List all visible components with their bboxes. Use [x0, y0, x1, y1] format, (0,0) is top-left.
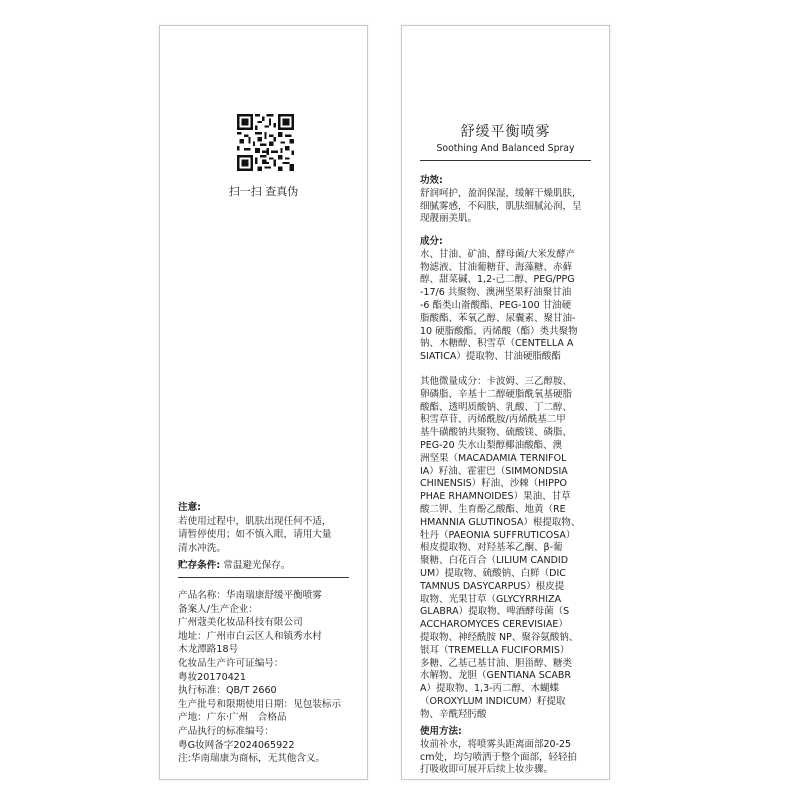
trace-line: 银耳（TREMELLA FUCIFORMIS）: [420, 644, 570, 656]
trace-line: 酸二钾、生育酚乙酸酯、地黄（RE: [420, 503, 566, 515]
trace-line: ACCHAROMYCES CEREVISIAE）: [420, 619, 568, 631]
trace-line: PHAE RHAMNOIDES）果油、甘草: [420, 491, 571, 503]
trace-line: A）提取物、1,3-丙二醇、木蝴蝶: [420, 683, 560, 695]
function-label: 功效:: [420, 175, 443, 186]
usage-line: 打吸收即可展开后续上妆步骤。: [420, 764, 554, 776]
info-line: 地址：广州市白云区人和镇秀水村: [178, 630, 322, 642]
trace-line: UM）提取物、硫酸钠、白鲜（DIC: [420, 567, 566, 579]
trace-line: CHINENSIS）籽油、沙棘（HIPPO: [420, 478, 568, 490]
ingredient-line: -17/6 共聚物、澳洲坚果籽油聚甘油: [420, 287, 572, 299]
storage-value: 常温避光保存。: [223, 560, 291, 571]
info-line: 产地：广东·广州 合格品: [178, 712, 287, 724]
ingredients-label: 成分:: [420, 236, 443, 247]
product-info: [178, 589, 357, 766]
function-line: 舒润呵护，盈润保湿，缓解干燥肌肤，: [420, 187, 582, 199]
trace-line: 酸酯、透明质酸钠、乳酸、丁二醇、: [420, 401, 573, 413]
trace-line: 水解物、龙胆（GENTIANA SCABR: [420, 670, 571, 682]
usage-line: cm处，均匀喷洒于整个面部，轻轻拍: [420, 751, 577, 763]
info-line: 生产批号和限期使用日期：见包装标示: [178, 698, 342, 710]
usage-label: 使用方法:: [420, 726, 462, 737]
title-divider: [420, 160, 591, 161]
usage-section: [420, 726, 599, 777]
notice-line: 请暂停使用；如不慎入眼，请用大量: [178, 529, 332, 541]
right-label-panel: [401, 25, 610, 780]
ingredients-section: [420, 236, 599, 364]
info-line: 化妆品生产许可证编号：: [178, 657, 284, 669]
trace-line: 积雪草苷、丙烯酰胺/丙烯酰基二甲: [420, 414, 566, 426]
trace-line: 多糖、乙基己基甘油、胆甾醇、糖类: [420, 657, 573, 669]
ingredient-line: 物滤液、甘油葡糖苷、海藻糖、赤藓: [420, 261, 573, 273]
ingredient-line: 10 硬脂酸酯、丙烯酸（酯）类共聚物: [420, 325, 578, 337]
ingredient-line: SIATICA）提取物、甘油硬脂酸酯: [420, 351, 561, 363]
notice-line: 若使用过程中，肌肤出现任何不适，: [178, 515, 332, 527]
qr-code[interactable]: [237, 114, 294, 171]
trace-line: IA）籽油、霍霍巴（SIMMONDSIA: [420, 465, 568, 477]
trace-line: GLABRA）提取物、啤酒酵母菌（S: [420, 606, 570, 618]
function-line: 细腻雾感，不闷肤，肌肤细腻沁润，呈: [420, 200, 582, 212]
trace-line: 基牛磺酸钠共聚物、硫酸镁、磷脂、: [420, 427, 573, 439]
trace-line: TAMNUS DASYCARPUS）根皮提: [420, 580, 565, 592]
left-label-panel: [159, 25, 368, 780]
trace-line: （OROXYLUM INDICUM）籽提取: [420, 695, 566, 707]
ingredient-line: 钠、木糖醇、积雪草（CENTELLA A: [420, 338, 574, 350]
trace-line: 卵磷脂、辛基十二醇硬脂酰氧基硬脂: [420, 388, 573, 400]
divider: [178, 577, 349, 578]
trace-line: PEG-20 失水山梨醇椰油酸酯、澳: [420, 439, 563, 451]
product-title-zh: 舒缓平衡喷雾: [460, 124, 551, 140]
trace-line: 其他微量成分：卡波姆、三乙醇胺、: [420, 376, 573, 387]
info-line: 执行标准：QB/T 2660: [178, 685, 277, 697]
trace-line: 根皮提取物、对羟基苯乙酮、β-葡: [420, 542, 563, 554]
trace-line: 取物、光果甘草（GLYCYRRHIZA: [420, 593, 562, 605]
verify-scan-label: 扫一扫 查真伪: [228, 185, 299, 198]
notice-section: [178, 501, 357, 555]
storage-label: 贮存条件:: [178, 560, 221, 571]
trace-line: 牡丹（PAEONIA SUFFRUTICOSA）: [420, 529, 576, 541]
info-line: 备案人/生产企业：: [178, 603, 258, 615]
function-section: [420, 175, 599, 226]
trace-ingredients-section: [420, 376, 599, 722]
ingredient-line: 醇、甜菜碱、1,2-己二醇、PEG/PPG: [420, 274, 575, 286]
info-line: 木龙潭路18号: [178, 644, 239, 656]
notice-line: 清水冲洗。: [178, 542, 226, 554]
trace-line: 提取物、神经酰胺 NP、聚谷氨酸钠、: [420, 631, 579, 643]
info-line: 粤妆20170421: [178, 671, 247, 683]
trace-line: 物、辛酰羟肟酸: [420, 708, 487, 720]
info-line: 广州蔻美化妆品科技有限公司: [178, 617, 303, 629]
info-line: 注:华南瑞康为商标，无其他含义。: [178, 753, 326, 765]
ingredient-line: -6 酯类山嵛酸酯、PEG-100 甘油硬: [420, 299, 572, 311]
trace-line: 聚糖、白花百合（LILIUM CANDID: [420, 555, 569, 567]
ingredient-line: 水、甘油、矿油、酵母菌/大米发酵产: [420, 248, 576, 260]
trace-line: 洲坚果（MACADAMIA TERNIFOL: [420, 452, 567, 464]
trace-line: HMANNIA GLUTINOSA）根提取物、: [420, 516, 581, 528]
product-title-en: Soothing And Balanced Spray: [436, 143, 575, 154]
storage-section: [178, 559, 357, 573]
info-line: 产品名称：华南瑞康舒缓平衡喷雾: [178, 590, 322, 601]
function-line: 现靓丽美肌。: [420, 213, 478, 225]
info-line: 粤G妆网备字2024065922: [178, 739, 295, 751]
ingredient-line: 脂酸酯、苯氧乙醇、尿囊素、聚甘油-: [420, 312, 576, 324]
info-line: 产品执行的标准编号：: [178, 725, 274, 737]
notice-label: 注意:: [178, 502, 202, 513]
usage-line: 妆前补水，将喷雾头距离面部20-25: [420, 738, 572, 750]
